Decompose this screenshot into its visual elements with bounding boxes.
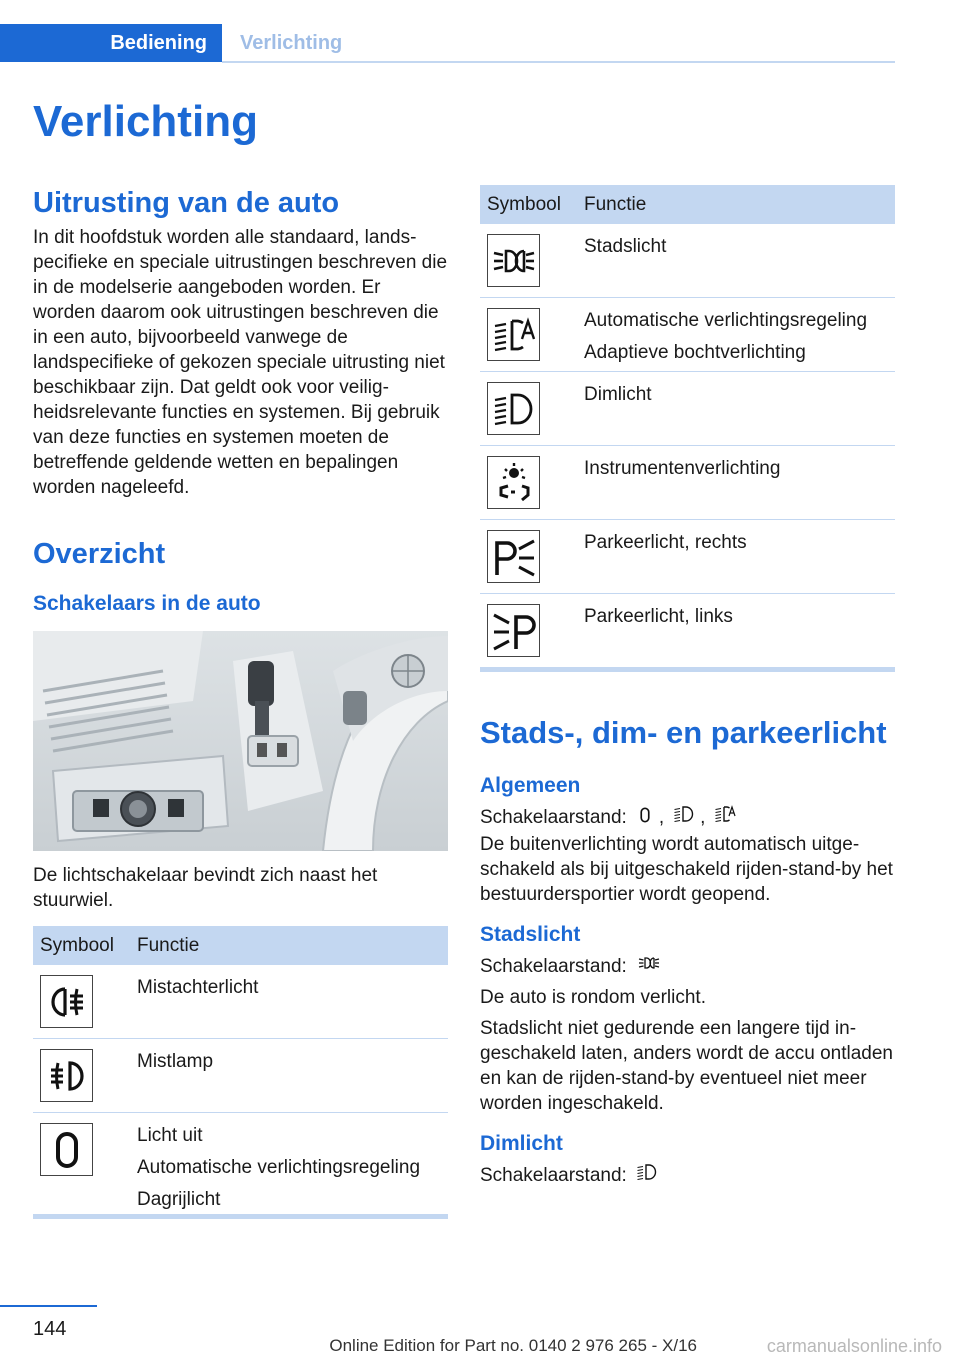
separator: , <box>658 807 665 828</box>
parking-light-right-icon <box>490 533 538 581</box>
section-title-uitrusting: Uitrusting van de auto <box>33 187 340 219</box>
function-text: Licht uit <box>137 1125 203 1146</box>
zero-light-off-icon <box>635 804 655 826</box>
parking-lights-icon <box>635 951 663 975</box>
table-row <box>480 594 895 670</box>
switch-positions-line <box>480 802 895 830</box>
parking-light-left-icon <box>490 607 538 655</box>
switch-label: Schakelaarstand: <box>480 956 627 977</box>
table-header-row <box>33 926 448 965</box>
low-beam-icon <box>672 802 696 826</box>
tab-bediening[interactable]: Bediening <box>0 24 222 62</box>
page-number: 144 <box>33 1318 67 1340</box>
left-column <box>33 185 448 1219</box>
right-column <box>480 185 895 1188</box>
low-beam-icon <box>635 1160 659 1184</box>
function-text: Automatische verlichtingsregeling <box>137 1157 421 1178</box>
column-header-symbool: Symbool <box>480 185 579 224</box>
table-row <box>33 1039 448 1113</box>
column-header-functie: Functie <box>132 926 448 965</box>
zero-light-off-icon <box>43 1126 91 1174</box>
table-row <box>480 298 895 372</box>
table-row <box>33 965 448 1039</box>
separator: , <box>700 807 706 828</box>
function-text: Parkeerlicht, rechts <box>584 532 747 553</box>
footer-divider <box>0 1305 97 1307</box>
stadslicht-text-2: Stadslicht niet gedurende een langere tijd ingeschakeld laten, anders wordt de accu ontladen en kan de rijden-stand-by eventueel niet meer worden ingeschakeld. <box>480 1018 893 1114</box>
stadslicht-switch-line <box>480 951 895 979</box>
section-title-stads-dim-parkeerlicht: Stads-, dim- en parkeerlicht <box>480 715 887 750</box>
function-text: Dimlicht <box>584 384 652 405</box>
function-text: Stadslicht <box>584 236 667 257</box>
subsection-title-dimlicht: Dimlicht <box>480 1132 563 1155</box>
front-fog-light-icon <box>43 1052 91 1100</box>
dimlicht-switch-line <box>480 1160 895 1188</box>
function-text: Mistlamp <box>137 1051 214 1072</box>
watermark: carmanualsonline.info <box>766 1336 942 1356</box>
switch-label: Schakelaarstand: <box>480 807 627 828</box>
function-text: Instrumentenverlichting <box>584 458 781 479</box>
function-text: Automatische verlichtingsregeling <box>584 310 868 331</box>
table-row <box>480 372 895 446</box>
rear-fog-light-icon <box>43 978 91 1026</box>
symbol-table-right <box>480 185 895 672</box>
edition-text: Online Edition for Part no. 0140 2 976 265 - X/16 <box>329 1336 697 1355</box>
function-text: Mistachterlicht <box>137 977 259 998</box>
parking-lights-icon <box>490 237 538 285</box>
stadslicht-text-1: De auto is rondom verlicht. <box>480 987 706 1008</box>
tab-verlichting[interactable]: Verlichting <box>240 32 343 54</box>
instrument-lighting-icon <box>490 459 538 507</box>
table-row <box>480 446 895 520</box>
photo-caption: De lichtschakelaar bevindt zich naast het stuurwiel. <box>33 865 378 911</box>
function-text: Parkeerlicht, links <box>584 606 733 627</box>
column-header-functie: Functie <box>579 185 895 224</box>
low-beam-icon <box>490 385 538 433</box>
section-text-uitrusting: In dit hoofdstuk worden alle standaard, landspecifieke en speciale uitrustingen beschreven die in de modelserie aangeboden worden. Er worden daarom ook uitrustingen beschreven die in een auto, bijvoorbeeld vanwege de landspecifieke of gekozen speciale uitrusting niet beschikbaar zijn. Dat geldt ook voor veiligheidsrelevante functies en systemen. Bij gebruik van deze functies en systemen moeten de betreffende geldende wetten en bepalingen worden nageleefd. <box>33 227 448 498</box>
subsection-title-stadslicht: Stadslicht <box>480 923 581 946</box>
auto-headlight-icon <box>713 802 737 826</box>
subsection-title-algemeen: Algemeen <box>480 774 581 797</box>
function-text: Adaptieve bochtverlichting <box>584 342 806 363</box>
algemeen-text: De buitenverlichting wordt automatisch uitgeschakeld als bij uitgeschakeld rijden-stand-by het bestuurdersportier wordt geopend. <box>480 834 893 905</box>
section-title-overzicht: Overzicht <box>33 538 166 570</box>
table-row <box>480 520 895 594</box>
switch-label: Schakelaarstand: <box>480 1165 627 1186</box>
symbol-table-left <box>33 926 448 1219</box>
light-switch-photo <box>33 631 448 851</box>
header-divider <box>222 61 895 63</box>
auto-headlight-icon <box>490 311 538 359</box>
table-row <box>33 1113 448 1217</box>
page-title: Verlichting <box>33 97 258 146</box>
table-header-row <box>480 185 895 224</box>
table-row <box>480 224 895 298</box>
function-text: Dagrijlicht <box>137 1189 221 1210</box>
subsection-title-schakelaars: Schakelaars in de auto <box>33 592 261 615</box>
column-header-symbool: Symbool <box>33 926 132 965</box>
